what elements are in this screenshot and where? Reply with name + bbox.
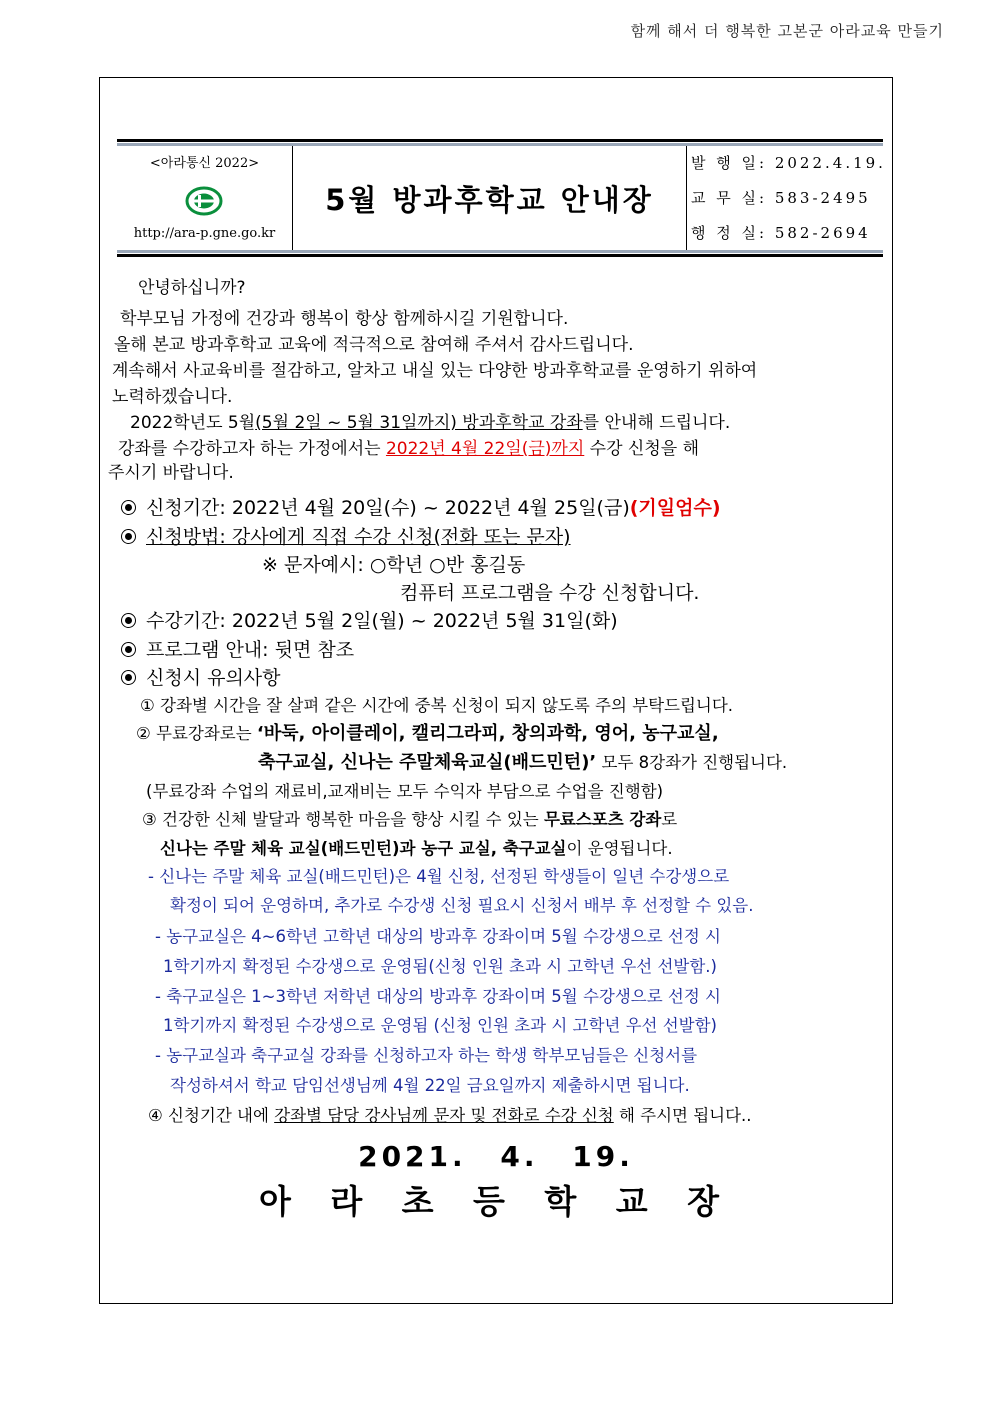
detail-soccer: - 축구교실은 1~3학년 저학년 대상의 방과후 강좌이며 5월 수강생으로 선정 시 (155, 987, 721, 1006)
notes-title (121, 665, 281, 691)
note-3-end: 이 운영됩니다. (566, 839, 673, 858)
detail-badminton-2: 확정이 되어 운영하며, 추가로 수강생 신청 필요시 신청서 배부 후 선정할 수 있음. (170, 896, 754, 915)
note-4-highlight: 강좌별 담당 강사님께 문자 및 전화로 수강 신청 (274, 1106, 614, 1125)
free-course-list: ‘바둑, 아이클레이, 캘리그라피, 창의과학, 영어, 농구교실, (256, 723, 719, 744)
course-period-highlight: (5월 2일 ~ 5월 31일까지) 방과후학교 강좌 (255, 413, 583, 433)
header-bottom-rule (117, 254, 883, 257)
page-title: 5월 방과후학교 안내장 (325, 182, 654, 217)
note-4 (148, 1104, 752, 1128)
intro-line: 올해 본교 방과후학교 교육에 적극적으로 참여해 주셔서 감사드립니다. (114, 335, 634, 355)
intro-text: 수강 신청을 해 (584, 439, 700, 459)
course-period-text: 수강기간: 2022년 5월 2일(월) ~ 2022년 5월 31일(화) (146, 610, 618, 632)
note-2-continued (258, 751, 787, 775)
newsletter-name: <아라통신 2022> (149, 156, 260, 171)
detail-basketball-2: 1학기까지 확정된 수강생으로 운영됨(신청 인원 초과 시 고학년 우선 선발함.) (163, 957, 717, 976)
bullet-radio-icon (121, 670, 136, 685)
newsletter-header (117, 139, 886, 257)
application-method (121, 524, 571, 550)
header-top-rule (117, 139, 883, 142)
free-course-list-2: 축구교실, 신나는 주말체육교실(배드민턴)’ (258, 752, 597, 773)
bullet-radio-icon (121, 642, 136, 657)
header-info-cell (687, 146, 886, 250)
course-period (121, 608, 618, 634)
free-sports-highlight: 무료스포츠 강좌 (543, 810, 662, 829)
application-method-text: 신청방법: 강사에게 직접 수강 신청(전화 또는 문자) (146, 526, 571, 548)
note-3-continued (160, 837, 673, 861)
intro-line: 계속해서 사교육비를 절감하고, 알차고 내실 있는 다양한 방과후학교를 운영하기 위하여 (112, 361, 758, 381)
sms-example: ※ 문자예시: ○학년 ○반 홍길동 (262, 554, 526, 576)
intro-text: 2022학년도 5월 (130, 413, 256, 433)
strict-deadline-note: (기일엄수) (629, 497, 721, 519)
issue-date: 발 행 일: 2022.4.19. (691, 154, 886, 172)
school-url: http://ara-p.gne.go.kr (133, 226, 276, 241)
note-2-tail: 모두 8강좌가 진행됩니다. (596, 753, 788, 772)
intro-line: 학부모님 가정에 건강과 행복이 항상 함께하시길 기원합니다. (120, 309, 569, 329)
note-4-tail: 해 주시면 됩니다.. (613, 1106, 752, 1125)
note-2-cost: (무료강좌 수업의 재료비,교재비는 모두 수익자 부담으로 수업을 진행함) (146, 782, 664, 801)
header-bottom-rule-shadow (117, 250, 883, 253)
detail-soccer-2: 1학기까지 확정된 수강생으로 운영됨 (신청 인원 초과 시 고학년 우선 선발함) (163, 1016, 717, 1035)
detail-application-form: - 농구교실과 축구교실 강좌를 신청하고자 하는 학생 학부모님들은 신청서를 (155, 1046, 698, 1065)
office-phone: 교 무 실: 583-2495 (691, 189, 871, 207)
application-period (121, 495, 721, 521)
detail-basketball: - 농구교실은 4~6학년 고학년 대상의 방과후 강좌이며 5월 수강생으로 선정 시 (155, 927, 721, 946)
intro-text: 를 안내해 드립니다. (582, 413, 731, 433)
notes-title-text: 신청시 유의사항 (146, 667, 281, 689)
program-info-text: 프로그램 안내: 뒷면 참조 (146, 639, 355, 661)
bullet-radio-icon (121, 500, 136, 515)
detail-badminton: - 신나는 주말 체육 교실(배드민턴)은 4월 신청, 선정된 학생들이 일년 수강생으로 (148, 867, 730, 886)
header-title-cell (293, 146, 687, 250)
note-3-lead: ③ 건강한 신체 발달과 행복한 마음을 향상 시킬 수 있는 (142, 810, 544, 829)
admin-phone: 행 정 실: 582-2694 (691, 224, 871, 242)
sms-example-body: 컴퓨터 프로그램을 수강 신청합니다. (400, 582, 700, 604)
bullet-radio-icon (121, 529, 136, 544)
principal-signature: 아 라 초 등 학 교 장 (258, 1182, 734, 1221)
program-info (121, 637, 354, 663)
note-1: ① 강좌별 시간을 잘 살펴 같은 시간에 중복 신청이 되지 않도록 주의 부탁드립니다. (140, 696, 734, 715)
sports-classes-highlight: 신나는 주말 체육 교실(배드민턴)과 농구 교실, 축구교실 (160, 839, 567, 858)
note-2-lead: ② 무료강좌로는 (136, 724, 257, 743)
application-period-text: 신청기간: 2022년 4월 20일(수) ~ 2022년 4월 25일(금) (146, 497, 630, 519)
deadline-highlight: 2022년 4월 22일(금)까지 (385, 439, 585, 459)
header-logo-cell (117, 146, 293, 250)
issue-footer-date: 2021. 4. 19. (358, 1140, 634, 1173)
intro-deadline-line (118, 437, 699, 461)
greeting: 안녕하십니까? (138, 278, 246, 298)
intro-course-line (130, 411, 730, 435)
note-3 (142, 808, 677, 832)
intro-line: 주시기 바랍니다. (108, 463, 234, 483)
school-emblem-icon (185, 186, 223, 216)
note-3-tail: 로 (661, 810, 678, 829)
note-4-lead: ④ 신청기간 내에 (148, 1106, 275, 1125)
bullet-radio-icon (121, 613, 136, 628)
intro-text: 강좌를 수강하고자 하는 가정에서는 (118, 439, 386, 459)
intro-line: 노력하겠습니다. (112, 387, 233, 407)
detail-application-form-2: 작성하셔서 학교 담임선생님께 4월 22일 금요일까지 제출하시면 됩니다. (170, 1076, 690, 1095)
school-slogan: 함께 해서 더 행복한 고본군 아라교육 만들기 (630, 22, 944, 40)
note-2 (136, 722, 719, 746)
